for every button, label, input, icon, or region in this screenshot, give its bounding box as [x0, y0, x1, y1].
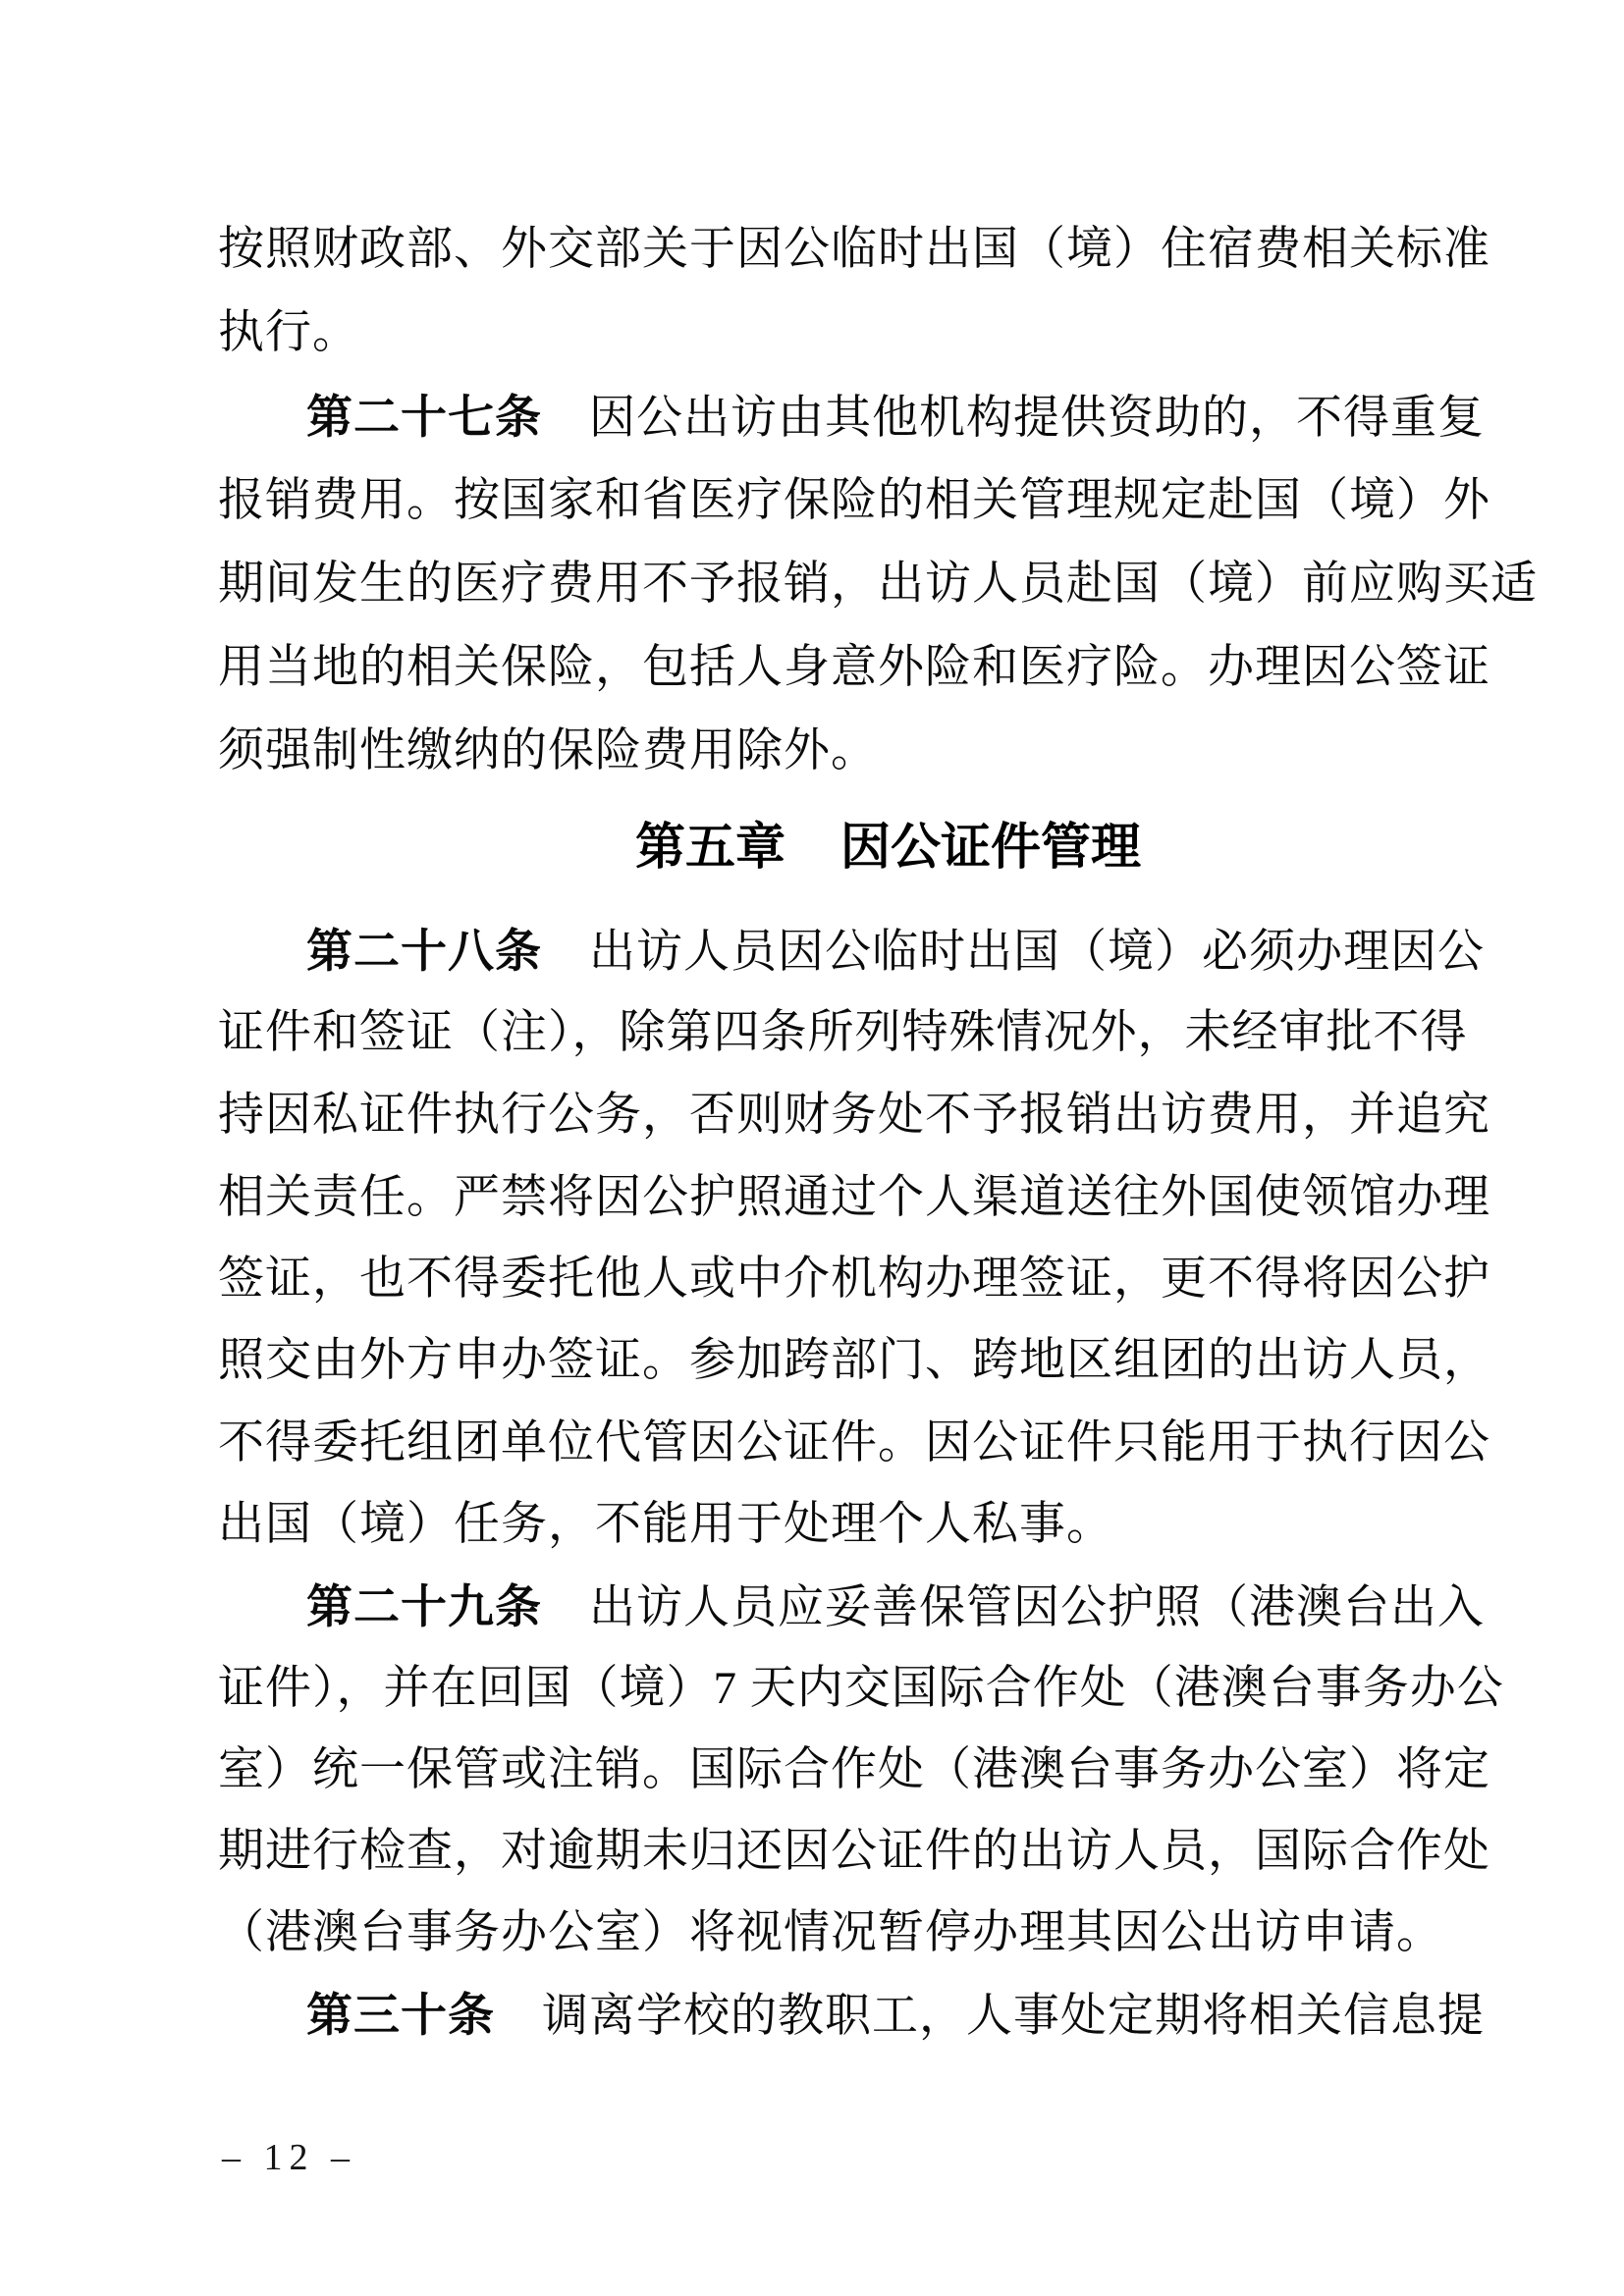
text-line [218, 1744, 1490, 1795]
line-text: 室）统一保管或注销。国际合作处（港澳台事务办公室）将定 [218, 1744, 1490, 1795]
text-line [218, 727, 1410, 775]
text-line [218, 1663, 1504, 1714]
line-text: 期进行检查，对逾期未归还因公证件的出访人员，国际合作处 [218, 1826, 1490, 1877]
article-number: 第二十八条 [306, 925, 542, 977]
article-number: 第二十七条 [306, 391, 542, 443]
text-line [218, 927, 1498, 977]
line-text: 不得委托组团单位代管因公证件。因公证件只能用于执行因公 [218, 1417, 1490, 1468]
article-number: 第二十九条 [306, 1580, 542, 1632]
line-text: 期间发生的医疗费用不予报销，出访人员赴国（境）前应购买适 [218, 559, 1538, 610]
line-text: 签证，也不得委托他人或中介机构办理签证，更不得将因公护 [218, 1254, 1490, 1305]
line-text: 照交由外方申办签证。参加跨部门、跨地区组团的出访人员， [218, 1335, 1490, 1386]
text-line [218, 393, 1498, 443]
text-line [218, 224, 1490, 275]
line-text: 用当地的相关保险，包括人身意外险和医疗险。办理因公签证 [218, 642, 1490, 693]
text-line [218, 1254, 1490, 1305]
text-line [218, 1907, 1443, 1958]
line-text: 因公出访由其他机构提供资助的，不得重复 [589, 393, 1485, 444]
line-text: （港澳台事务办公室）将视情况暂停办理其因公出访申请。 [218, 1907, 1443, 1958]
line-text: 证件和签证（注），除第四条所列特殊情况外，未经审批不得 [218, 1007, 1468, 1058]
article-number: 第三十条 [306, 1989, 495, 2041]
chapter-number: 第五章 [635, 819, 786, 875]
text-line [218, 309, 1410, 357]
text-line [218, 1826, 1490, 1877]
text-line [218, 475, 1490, 526]
line-text: 持因私证件执行公务，否则财务处不予报销出访费用，并追究 [218, 1090, 1490, 1141]
page-number: – 12 – [222, 2137, 356, 2178]
line-text: 出国（境）任务，不能用于处理个人私事。 [218, 1499, 1113, 1550]
text-line [218, 1501, 1410, 1549]
line-text: 执行。 [218, 307, 359, 358]
line-text: 须强制性缴纳的保险费用除外。 [218, 725, 878, 776]
line-text: 出访人员因公临时出国（境）必须办理因公 [589, 927, 1485, 978]
line-text: 报销费用。按国家和省医疗保险的相关管理规定赴国（境）外 [218, 475, 1490, 526]
text-line [218, 1335, 1490, 1386]
chapter-title: 因公证件管理 [840, 819, 1142, 875]
text-line [218, 1172, 1490, 1223]
text-line [218, 1090, 1490, 1141]
chapter-heading [635, 821, 1141, 874]
line-text: 出访人员应妥善保管因公护照（港澳台出入 [589, 1582, 1485, 1633]
text-line [218, 642, 1490, 693]
text-line [218, 1991, 1498, 2041]
text-line [218, 559, 1538, 610]
line-text: 按照财政部、外交部关于因公临时出国（境）住宿费相关标准 [218, 224, 1490, 275]
text-line [218, 1582, 1498, 1632]
line-text: 证件），并在回国（境）7 天内交国际合作处（港澳台事务办公 [218, 1663, 1504, 1714]
text-line [218, 1417, 1490, 1468]
line-text: 相关责任。严禁将因公护照通过个人渠道送往外国使领馆办理 [218, 1172, 1490, 1223]
line-text: 调离学校的教职工，人事处定期将相关信息提 [542, 1991, 1485, 2042]
text-line [218, 1007, 1468, 1058]
